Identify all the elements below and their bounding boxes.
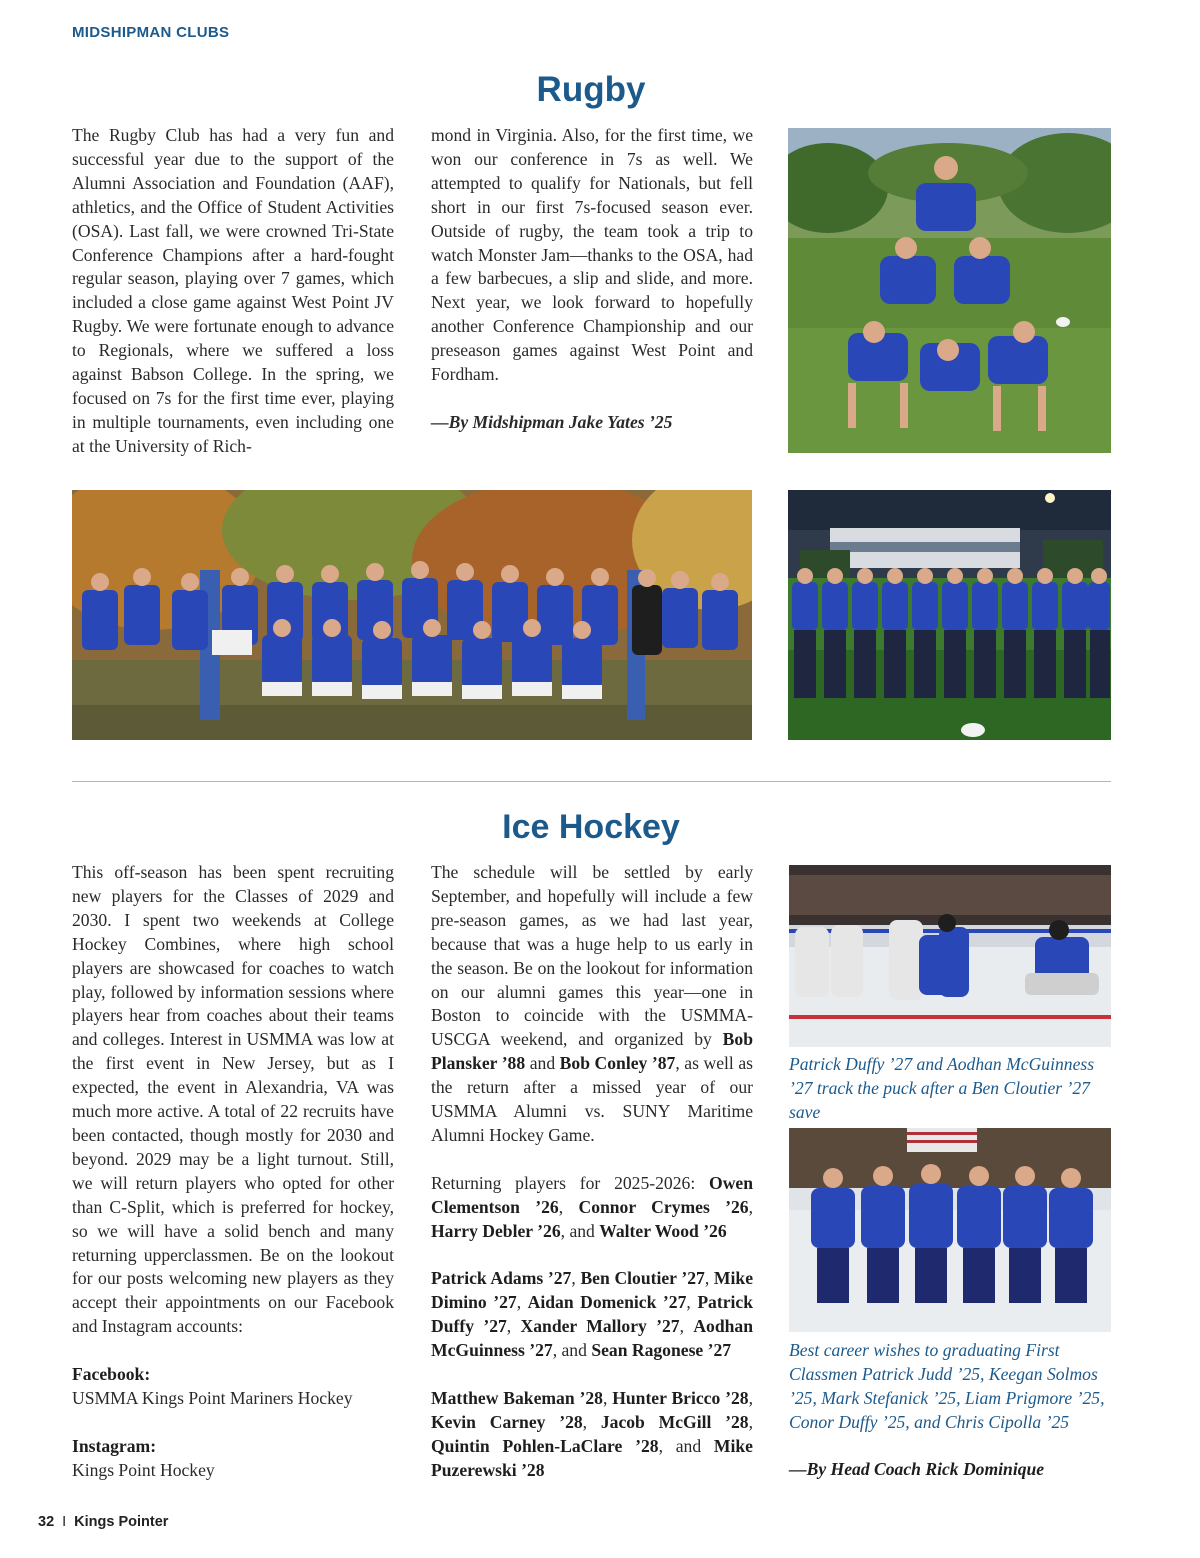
hockey-seniors-photo: [789, 1128, 1111, 1332]
page-footer: [38, 1514, 168, 1530]
footer-separator: I: [62, 1514, 67, 1530]
section-divider: [72, 781, 1111, 782]
player-name: Patrick Duffy ’27: [431, 1292, 754, 1337]
player-name: Owen Clementson ’26: [431, 1172, 753, 1217]
schedule-text-a: The schedule will be settled by early September, and hopefully will include a few pre-season games, as we had last year, because that was a huge help to us early in the season. Be on the lookout for information on our alumni games this year—one in Boston to coincide with the USMMA-USCGA weekend, and organized by: [431, 862, 753, 1050]
alumni-organizer-2: Bob Conley ’87: [559, 1053, 676, 1074]
player-name: Kevin Carney ’28: [431, 1411, 583, 1432]
hockey-game-photo: [789, 865, 1111, 1047]
hockey-byline: —By Head Coach Rick Dominique: [789, 1459, 1045, 1479]
player-name: Mike Puzerewski ’28: [431, 1435, 753, 1480]
player-name: Harry Debler ’26: [431, 1220, 561, 1241]
player-name: Aodhan McGuinness ’27: [431, 1316, 753, 1361]
rugby-pyramid-photo: [788, 128, 1111, 453]
facebook-label: Facebook:: [72, 1364, 151, 1385]
player-name: Quintin Pohlen-LaClare ’28: [431, 1435, 659, 1456]
player-name: Hunter Bricco ’28: [612, 1387, 749, 1408]
schedule-text-c: , as well as the return after a missed year of our USMMA Alumni vs. SUNY Maritime Alumni Hockey Game.: [431, 1053, 753, 1145]
player-name: Matthew Bakeman ’28: [431, 1387, 603, 1408]
hockey-caption-2: Best career wishes to graduating First Classmen Patrick Judd ’25, Keegan Solmos ’25, Mark Stefanick ’25, Liam Prigmore ’25, Conor Duffy ’25, and Chris Cipolla ’25: [789, 1340, 1105, 1432]
alumni-organizer-1: Bob Plansker ’88: [431, 1029, 753, 1074]
rugby-night-field-photo: [788, 490, 1111, 740]
player-name: Ben Cloutier ’27: [580, 1268, 705, 1289]
player-name: Sean Ragonese ’27: [591, 1340, 732, 1361]
rugby-column-1: [72, 124, 394, 459]
publication-name: Kings Pointer: [74, 1514, 169, 1530]
hockey-caption-1: Patrick Duffy ’27 and Aodhan McGuinness ’27 track the puck after a Ben Cloutier ’27 save: [789, 1054, 1095, 1122]
player-name: Patrick Adams ’27: [431, 1268, 572, 1289]
rugby-column-2: [431, 124, 753, 435]
page-number: 32: [38, 1514, 55, 1530]
rugby-byline: —By Midshipman Jake Yates ’25: [431, 411, 673, 432]
player-name: Jacob McGill ’28: [600, 1411, 749, 1432]
hockey-paragraph-2: [431, 861, 753, 1148]
player-name: Mike Dimino ’27: [431, 1268, 754, 1313]
rugby-paragraph-2: mond in Virginia. Also, for the first time, we won our conference in 7s as well. We attempted to qualify for Nationals, but fell short in our first 7s-focused season ever. Outside of rugby, the team took a trip to watch Monster Jam—thanks to the OSA, had a few barbecues, a slip and slide, and more. Next year, we look forward to hopefully another Conference Championship and our preseason games against West Point and Fordham.: [431, 125, 753, 385]
instagram-value: Kings Point Hockey: [72, 1459, 215, 1480]
returning-players-2027: Patrick Adams ’27, Ben Cloutier ’27, Mike Dimino ’27, Aidan Domenick ’27, Patrick Duffy ’27, Xander Mallory ’27, Aodhan McGuinness ’27, and Sean Ragonese ’27: [431, 1268, 754, 1361]
returning-intro: Returning players for 2025-2026:: [431, 1172, 710, 1193]
player-name: Walter Wood ’26: [599, 1220, 727, 1241]
player-name: Aidan Domenick ’27: [527, 1292, 687, 1313]
section-label: MIDSHIPMAN CLUBS: [72, 24, 230, 41]
rugby-title: Rugby: [536, 70, 646, 109]
returning-players-2026: Returning players for 2025-2026: Owen Clementson ’26, Connor Crymes ’26, Harry Debler ’26, and Walter Wood ’26: [431, 1172, 754, 1241]
hockey-paragraph-1: This off-season has been spent recruiting new players for the Classes of 2029 and 2030. I spent two weekends at College Hockey Combines, where high school players are showcased for coaches to watch play, followed by information sessions where players hear from coaches about their teams and colleges. Interest in USMMA was low at the first event in New Jersey, but as I expected, the event in Alexandria, VA was much more active. A total of 22 recruits have been contacted, though mostly for 2030 and beyond. 2029 may be a light turnout. Still, we will return players who opted for other than C-Split, which is preferred for hockey, so we will have a solid bench and many returning upperclassmen. Be on the lookout for our posts welcoming new players as they accept their appointments on our Facebook and Instagram accounts:: [72, 862, 394, 1337]
returning-players-2028: Matthew Bakeman ’28, Hunter Bricco ’28, Kevin Carney ’28, Jacob McGill ’28, Quintin Pohlen-LaClare ’28, and Mike Puzerewski ’28: [431, 1387, 753, 1480]
schedule-text-b: and: [525, 1053, 560, 1074]
instagram-label: Instagram:: [72, 1435, 157, 1456]
hockey-instagram: [72, 1435, 394, 1483]
hockey-column-2: [431, 861, 753, 1483]
player-name: Connor Crymes ’26: [578, 1196, 749, 1217]
facebook-value: USMMA Kings Point Mariners Hockey: [72, 1387, 353, 1408]
hockey-facebook: [72, 1363, 394, 1411]
rugby-team-photo: [72, 490, 752, 740]
rugby-paragraph-1: The Rugby Club has had a very fun and successful year due to the support of the Alumni Association and Foundation (AAF), athletics, and the Office of Student Activities (OSA). Last fall, we were crowned Tri-State Conference Champions after a hard-fought regular season, playing over 7 games, which included a close game against West Point JV Rugby. We were fortunate enough to advance to Regionals, where we suffered a loss against Babson College. In the spring, we focused on 7s for the first time ever, playing in multiple tournaments, even including one at the University of Rich-: [72, 125, 394, 456]
player-name: Xander Mallory ’27: [520, 1316, 680, 1337]
hockey-column-1: [72, 861, 394, 1483]
hockey-title: Ice Hockey: [502, 808, 680, 846]
